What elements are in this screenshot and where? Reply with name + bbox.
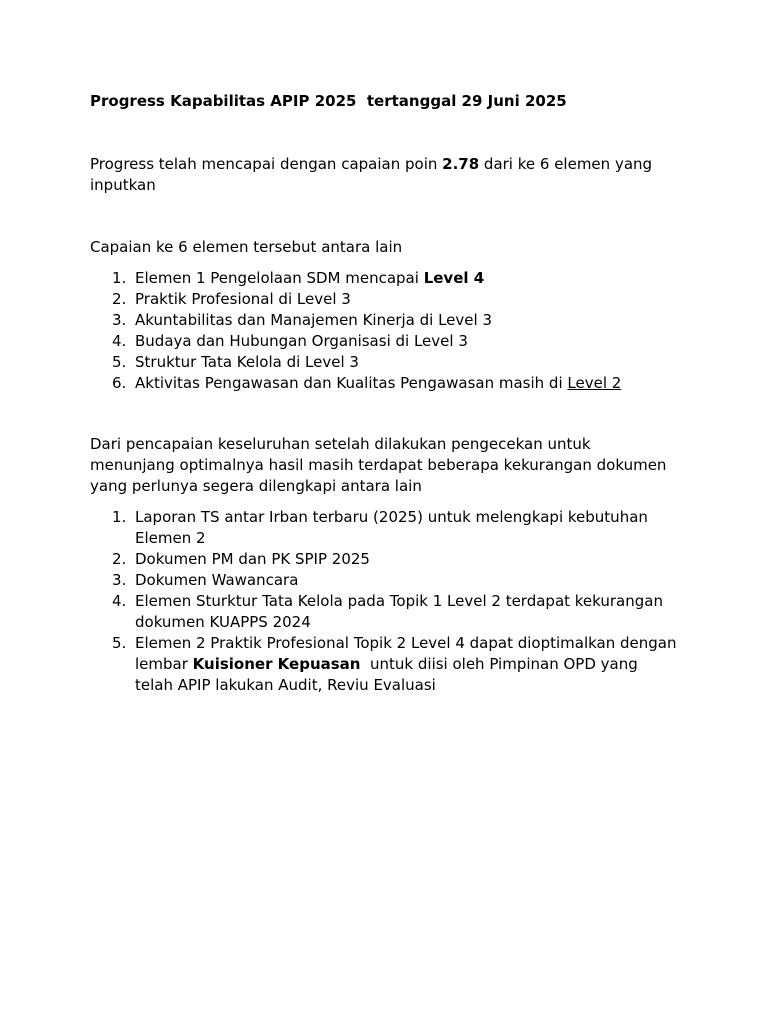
progress-suffix: dari ke 6 elemen yang inputkan: [90, 155, 653, 194]
list-item-text: Dokumen PM dan PK SPIP 2025: [135, 550, 370, 568]
elements-list: [90, 268, 680, 394]
list-item: [90, 268, 680, 289]
list-item: [90, 331, 680, 352]
list-item-highlight: Kuisioner Kepuasan: [192, 655, 361, 673]
deficiency-intro: Dari pencapaian keseluruhan setelah dilakukan pengecekan untuk menunjang optimalnya hasil masih terdapat beberapa kekurangan dokumen yang perlunya segera dilengkapi antara lain: [90, 435, 667, 495]
progress-paragraph: [90, 154, 680, 196]
list-item-text: Struktur Tata Kelola di Level 3: [135, 353, 359, 371]
document-title: Progress Kapabilitas APIP 2025 tertanggal 29 Juni 2025: [90, 92, 567, 110]
list-number: 6.: [112, 374, 127, 392]
list-number: 1.: [112, 508, 127, 526]
list-item-text: Aktivitas Pengawasan dan Kualitas Pengawasan masih di: [135, 374, 568, 392]
list-item: [90, 633, 680, 696]
list-item: [90, 352, 680, 373]
progress-score: 2.78: [442, 155, 480, 173]
list-item: [90, 289, 680, 310]
list-item-text: Elemen 2 Praktik Profesional Topik 2 Level 4 dapat dioptimalkan dengan lembar: [135, 634, 682, 673]
list-number: 4.: [112, 332, 127, 350]
list-item-text: Praktik Profesional di Level 3: [135, 290, 351, 308]
list-item-text-after: untuk diisi oleh Pimpinan OPD yang telah APIP lakukan Audit, Reviu Evaluasi: [135, 655, 643, 694]
list-number: 3.: [112, 311, 127, 329]
list-number: 3.: [112, 571, 127, 589]
list-number: 4.: [112, 592, 127, 610]
list-number: 2.: [112, 550, 127, 568]
list-item-text: Laporan TS antar Irban terbaru (2025) untuk melengkapi kebutuhan Elemen 2: [135, 508, 648, 547]
list-number: 1.: [112, 269, 127, 287]
list-item: [90, 310, 680, 331]
list-item-text: Elemen 1 Pengelolaan SDM mencapai: [135, 269, 424, 287]
list-number: 5.: [112, 634, 127, 652]
list-item-highlight: Level 4: [423, 269, 485, 287]
list-item: [90, 549, 680, 570]
list-number: 5.: [112, 353, 127, 371]
elements-intro: Capaian ke 6 elemen tersebut antara lain: [90, 238, 403, 256]
list-item: [90, 570, 680, 591]
list-item: [90, 507, 680, 549]
list-item-underlined: Level 2: [567, 374, 622, 392]
list-number: 2.: [112, 290, 127, 308]
list-item-text: Budaya dan Hubungan Organisasi di Level 3: [135, 332, 468, 350]
list-item: [90, 591, 680, 633]
list-item: [90, 373, 680, 394]
list-item-text: Dokumen Wawancara: [135, 571, 299, 589]
list-item-text: Elemen Sturktur Tata Kelola pada Topik 1 Level 2 terdapat kekurangan dokumen KUAPPS 2024: [135, 592, 663, 631]
progress-prefix: Progress telah mencapai dengan capaian poin: [90, 155, 443, 173]
deficiency-list: [90, 507, 680, 696]
list-item-text: Akuntabilitas dan Manajemen Kinerja di Level 3: [135, 311, 492, 329]
